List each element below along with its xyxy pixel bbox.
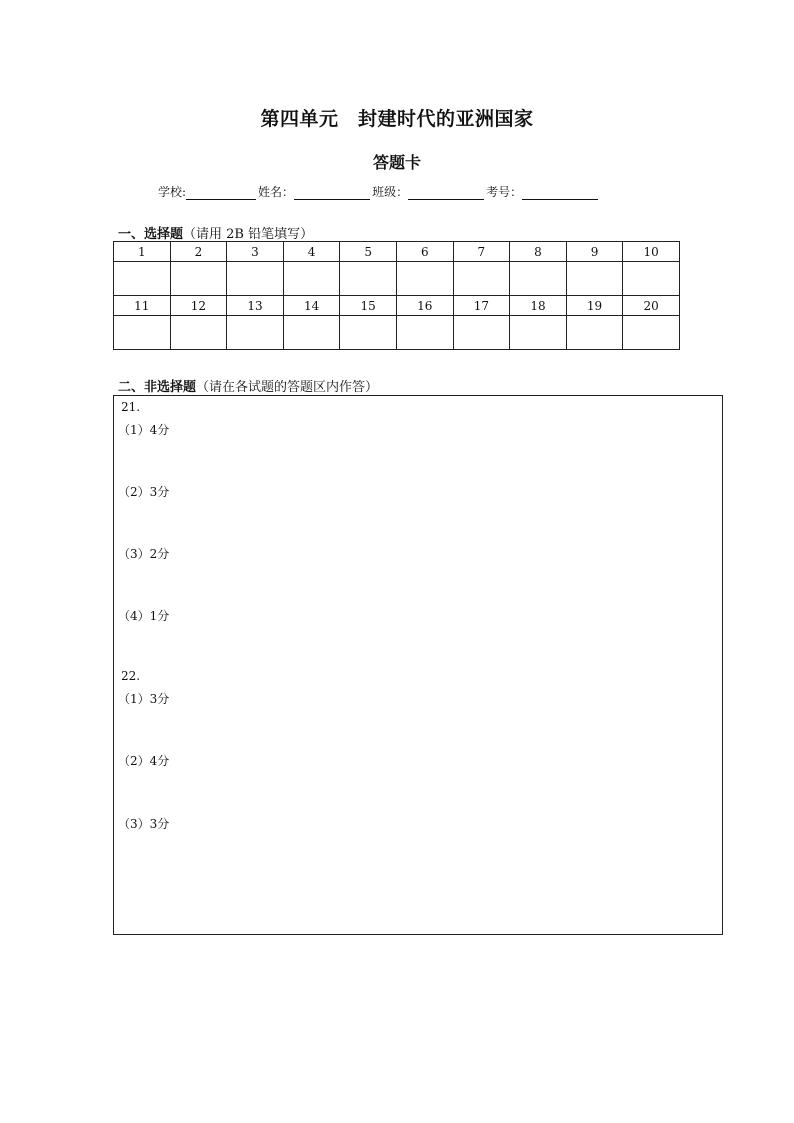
answer-row-1: [114, 262, 680, 296]
question-21-part: （1）4分: [118, 423, 170, 437]
question-number: 16: [396, 296, 453, 316]
choice-answer-grid: [113, 241, 680, 350]
answer-cell[interactable]: [510, 262, 567, 296]
question-number: 8: [510, 242, 567, 262]
name-label: 姓名：: [258, 185, 295, 199]
question-number: 19: [566, 296, 623, 316]
answer-cell[interactable]: [227, 262, 284, 296]
class-label: 班级：: [372, 185, 409, 199]
question-number-row-1: [114, 242, 680, 262]
answer-cell[interactable]: [170, 262, 227, 296]
section2-note: （请在各试题的答题区内作答）: [196, 380, 379, 395]
question-number: 4: [283, 242, 340, 262]
question-number: 10: [623, 242, 680, 262]
class-blank[interactable]: [408, 185, 484, 200]
question-22-part: （3）3分: [118, 817, 170, 831]
answer-cell[interactable]: [114, 316, 171, 350]
page-subtitle: 答题卡: [372, 153, 421, 172]
answer-cell[interactable]: [453, 262, 510, 296]
answer-cell[interactable]: [114, 262, 171, 296]
answer-row-2: [114, 316, 680, 350]
section2-heading: [118, 376, 378, 395]
question-number: 11: [114, 296, 171, 316]
section1-title: 一、选择题: [118, 227, 184, 242]
student-info-line: [158, 183, 600, 200]
question-22-label: 22.: [121, 669, 141, 683]
answer-cell[interactable]: [396, 262, 453, 296]
answer-cell[interactable]: [566, 316, 623, 350]
question-number: 1: [114, 242, 171, 262]
question-number: 7: [453, 242, 510, 262]
question-number: 6: [396, 242, 453, 262]
question-22-part: （2）4分: [118, 754, 170, 768]
answer-cell[interactable]: [283, 316, 340, 350]
answer-cell[interactable]: [170, 316, 227, 350]
question-21-part: （4）1分: [118, 609, 170, 623]
answer-cell[interactable]: [510, 316, 567, 350]
question-number: 3: [227, 242, 284, 262]
question-number: 13: [227, 296, 284, 316]
question-number: 15: [340, 296, 397, 316]
section2-title: 二、非选择题: [118, 380, 197, 395]
question-number: 2: [170, 242, 227, 262]
question-number-row-2: [114, 296, 680, 316]
section1-heading: [118, 223, 313, 242]
question-number: 20: [623, 296, 680, 316]
question-21-part: （3）2分: [118, 547, 170, 561]
name-blank[interactable]: [294, 185, 370, 200]
question-number: 17: [453, 296, 510, 316]
school-label: 学校:: [158, 185, 187, 199]
question-number: 9: [566, 242, 623, 262]
non-choice-answer-area[interactable]: [113, 395, 723, 935]
page-title: 第四单元 封建时代的亚洲国家: [260, 108, 534, 130]
answer-cell[interactable]: [283, 262, 340, 296]
section1-note: （请用 2B 铅笔填写）: [183, 227, 314, 242]
answer-cell[interactable]: [340, 316, 397, 350]
question-number: 12: [170, 296, 227, 316]
answer-cell[interactable]: [566, 262, 623, 296]
answer-cell[interactable]: [227, 316, 284, 350]
question-22-part: （1）3分: [118, 692, 170, 706]
question-number: 14: [283, 296, 340, 316]
answer-cell[interactable]: [340, 262, 397, 296]
answer-cell[interactable]: [453, 316, 510, 350]
answer-cell[interactable]: [396, 316, 453, 350]
answer-cell[interactable]: [623, 262, 680, 296]
exam-no-blank[interactable]: [522, 185, 598, 200]
exam-no-label: 考号：: [486, 185, 523, 199]
question-number: 5: [340, 242, 397, 262]
answer-cell[interactable]: [623, 316, 680, 350]
question-21-part: （2）3分: [118, 485, 170, 499]
school-blank[interactable]: [186, 185, 256, 200]
question-number: 18: [510, 296, 567, 316]
question-21-label: 21.: [121, 400, 141, 414]
